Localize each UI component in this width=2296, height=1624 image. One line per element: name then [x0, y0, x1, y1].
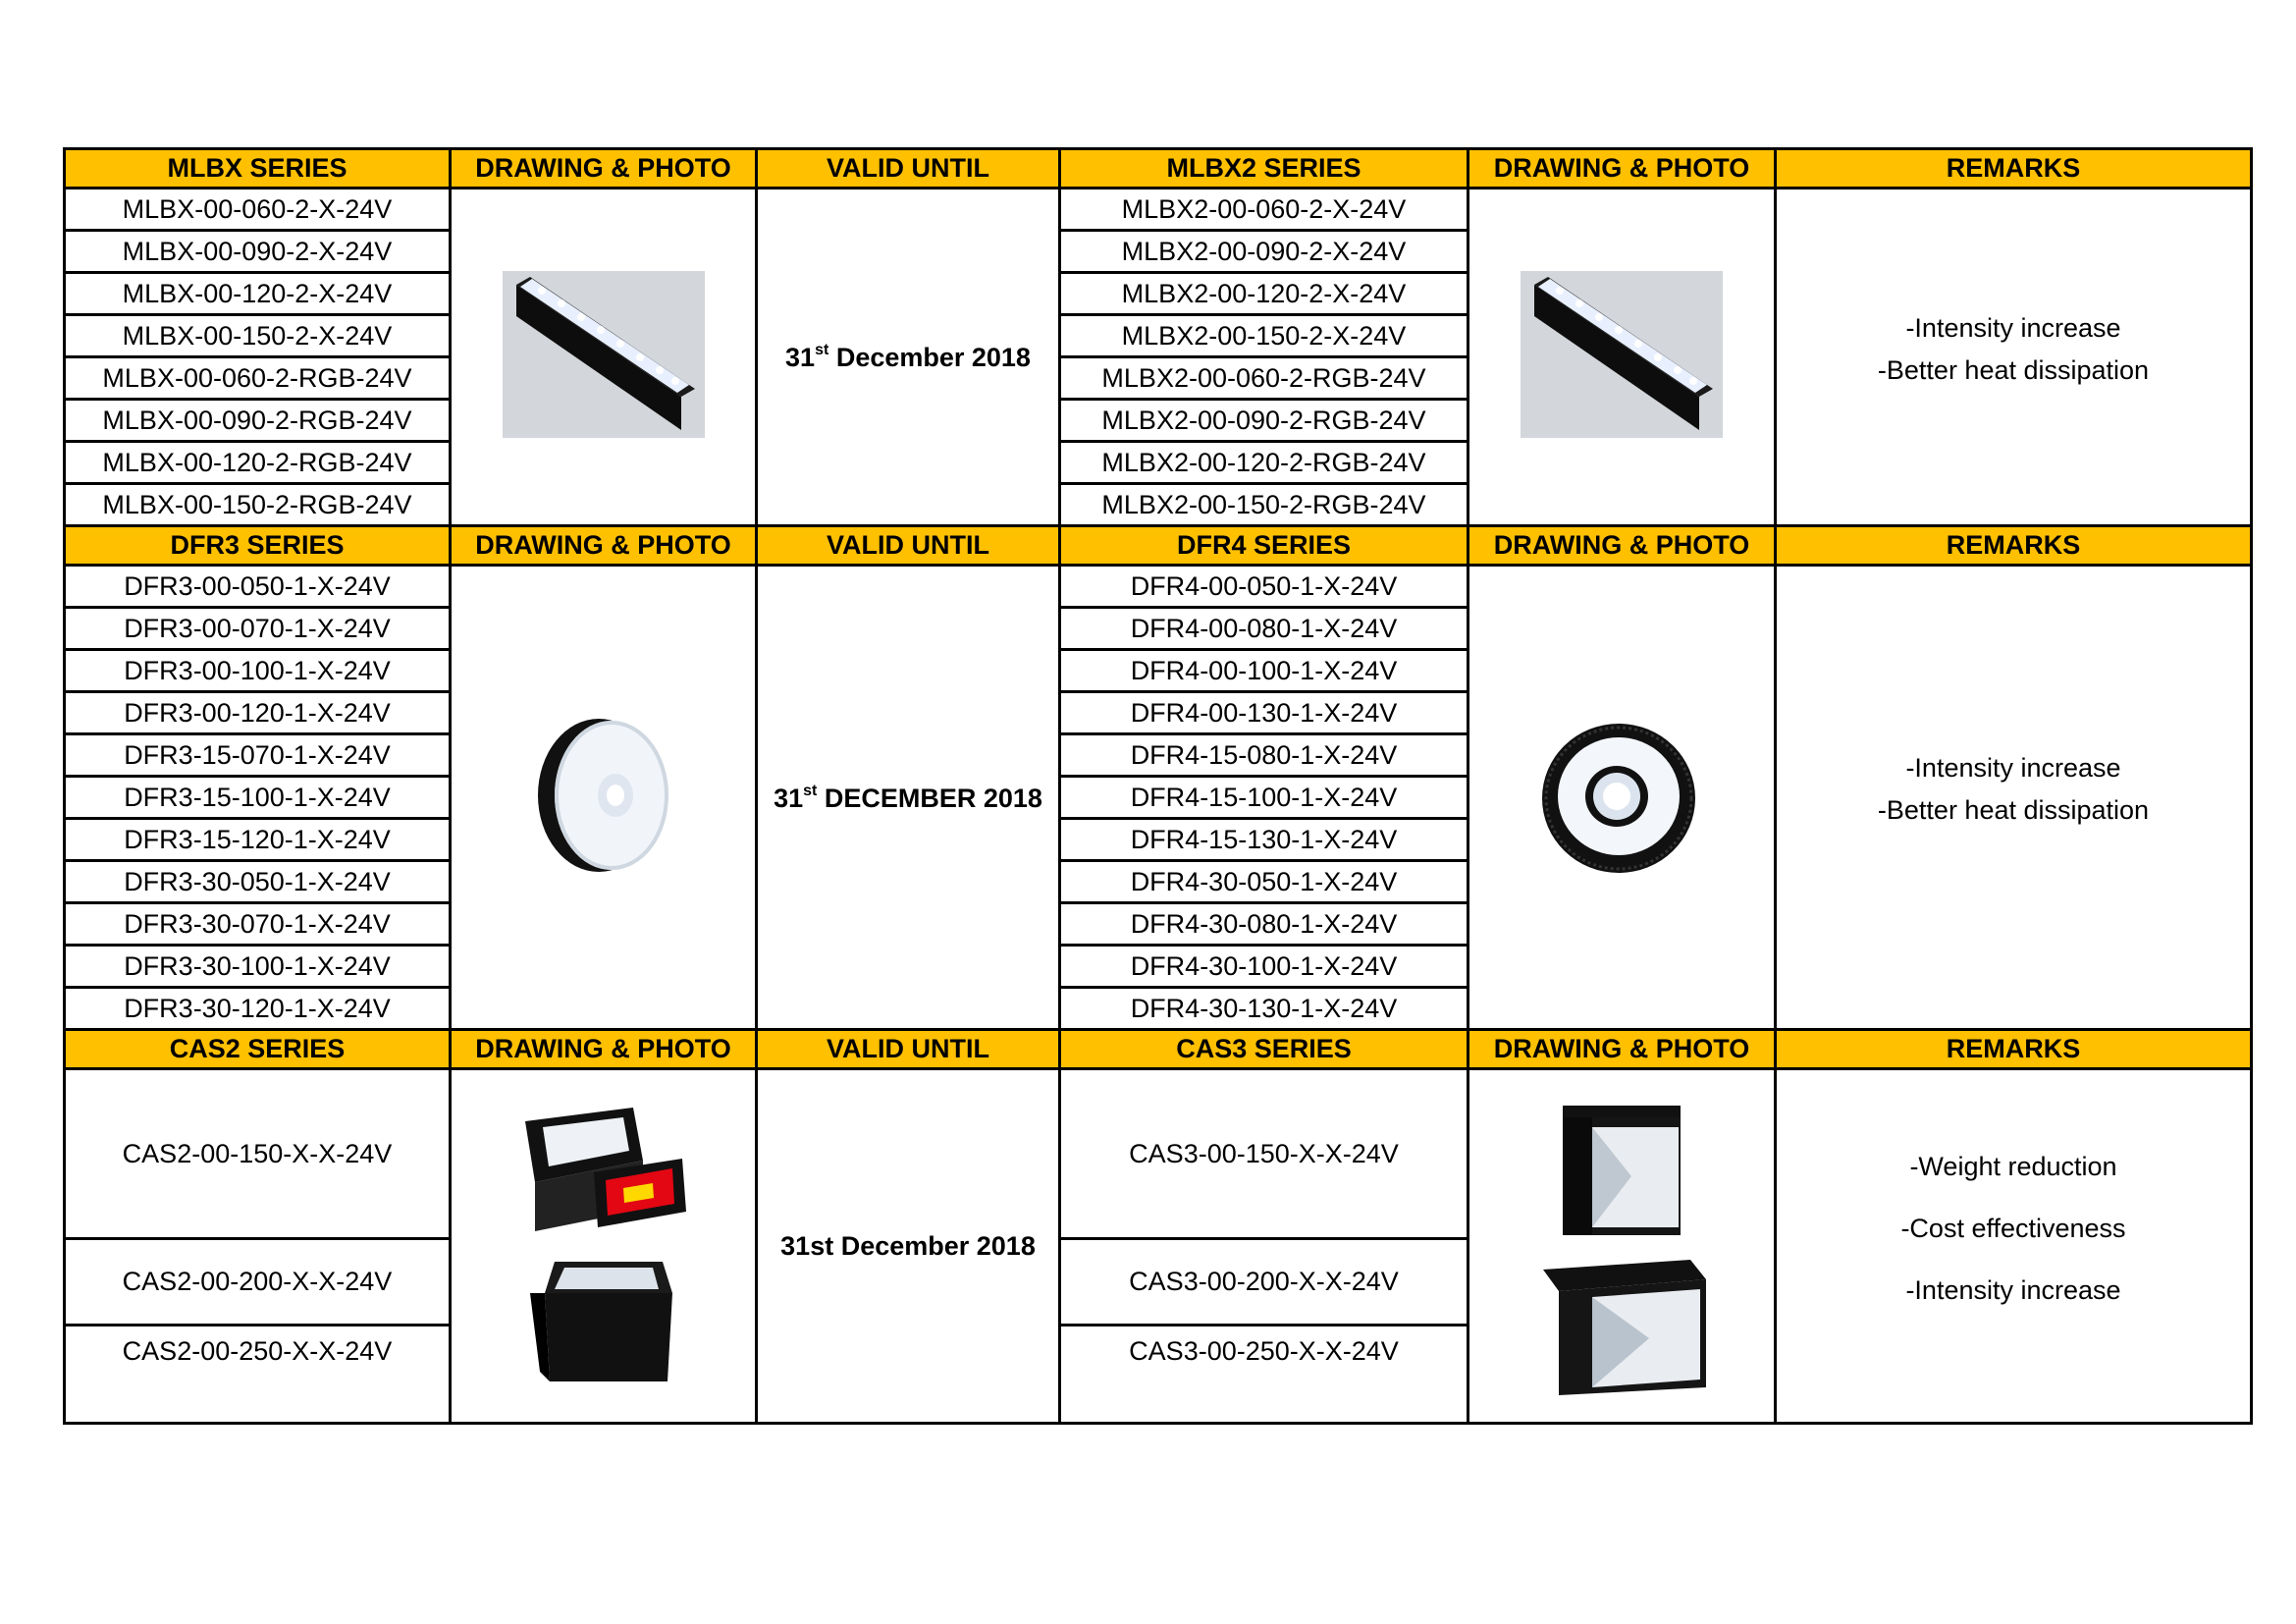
right-product-code: MLBX2-00-090-2-RGB-24V: [1060, 400, 1468, 442]
right-product-code: DFR4-30-050-1-X-24V: [1060, 861, 1468, 903]
drawing-photo-header: DRAWING & PHOTO: [1468, 149, 1776, 189]
table-row: [65, 566, 2252, 608]
right-series-header: DFR4 SERIES: [1060, 526, 1468, 566]
cube-light-photo: [515, 1102, 692, 1249]
drawing-photo-cell: [1468, 566, 1776, 1030]
led-bar-light-photo: [1521, 271, 1723, 438]
remarks-header: REMARKS: [1776, 149, 2252, 189]
valid-day: 31: [774, 783, 804, 813]
left-product-code: DFR3-00-120-1-X-24V: [65, 692, 451, 734]
drawing-photo-cell: [451, 566, 757, 1030]
right-series-header: CAS3 SERIES: [1060, 1030, 1468, 1069]
valid-day-suffix: st: [803, 782, 818, 799]
table-row: [65, 189, 2252, 231]
valid-until-date: [757, 189, 1060, 526]
right-series-header: MLBX2 SERIES: [1060, 149, 1468, 189]
left-product-code: DFR3-30-070-1-X-24V: [65, 903, 451, 946]
left-product-code: MLBX-00-060-2-RGB-24V: [65, 357, 451, 400]
left-product-code: DFR3-15-070-1-X-24V: [65, 734, 451, 777]
remarks-header: REMARKS: [1776, 1030, 2252, 1069]
right-product-code: DFR4-00-100-1-X-24V: [1060, 650, 1468, 692]
valid-until-date: [757, 566, 1060, 1030]
right-product-code: MLBX2-00-150-2-X-24V: [1060, 315, 1468, 357]
left-series-header: DFR3 SERIES: [65, 526, 451, 566]
drawing-photo-cell: [451, 1069, 757, 1424]
right-product-code: MLBX2-00-060-2-RGB-24V: [1060, 357, 1468, 400]
right-product-code: MLBX2-00-120-2-X-24V: [1060, 273, 1468, 315]
right-product-code: DFR4-00-130-1-X-24V: [1060, 692, 1468, 734]
left-product-code: MLBX-00-090-2-X-24V: [65, 231, 451, 273]
product-table: [63, 147, 2253, 1425]
right-product-code: CAS3-00-250-X-X-24V: [1060, 1326, 1468, 1424]
left-product-code: MLBX-00-090-2-RGB-24V: [65, 400, 451, 442]
drawing-photo-header: DRAWING & PHOTO: [1468, 1030, 1776, 1069]
left-product-code: DFR3-30-100-1-X-24V: [65, 946, 451, 988]
left-product-code: DFR3-30-120-1-X-24V: [65, 988, 451, 1030]
right-product-code: CAS3-00-150-X-X-24V: [1060, 1069, 1468, 1239]
cube-light-photo: [1553, 1098, 1690, 1245]
cube-light-photo: [1533, 1250, 1710, 1397]
right-product-code: DFR4-30-080-1-X-24V: [1060, 903, 1468, 946]
right-product-code: DFR4-30-100-1-X-24V: [1060, 946, 1468, 988]
left-product-code: DFR3-00-070-1-X-24V: [65, 608, 451, 650]
right-product-code: DFR4-15-080-1-X-24V: [1060, 734, 1468, 777]
valid-month-year: DECEMBER 2018: [817, 783, 1042, 813]
right-product-code: MLBX2-00-090-2-X-24V: [1060, 231, 1468, 273]
remark-line: -Weight reduction: [1909, 1151, 2117, 1181]
left-product-code: MLBX-00-150-2-X-24V: [65, 315, 451, 357]
cube-light-photo: [525, 1254, 682, 1391]
section-header-row: [65, 526, 2252, 566]
left-product-code: DFR3-15-100-1-X-24V: [65, 777, 451, 819]
section-header-row: [65, 1030, 2252, 1069]
valid-until-header: VALID UNTIL: [757, 149, 1060, 189]
remark-line: -Intensity increase: [1905, 1274, 2121, 1305]
left-product-code: DFR3-15-120-1-X-24V: [65, 819, 451, 861]
valid-until-date: 31st December 2018: [757, 1069, 1060, 1424]
right-product-code: MLBX2-00-060-2-X-24V: [1060, 189, 1468, 231]
remarks-header: REMARKS: [1776, 526, 2252, 566]
left-product-code: CAS2-00-200-X-X-24V: [65, 1239, 451, 1326]
drawing-photo-header: DRAWING & PHOTO: [1468, 526, 1776, 566]
drawing-photo-cell: [451, 189, 757, 526]
remark-line: -Better heat dissipation: [1877, 795, 2150, 825]
left-product-code: MLBX-00-120-2-RGB-24V: [65, 442, 451, 484]
table-row: [65, 1069, 2252, 1239]
left-series-header: CAS2 SERIES: [65, 1030, 451, 1069]
remark-line: -Intensity increase: [1905, 753, 2121, 783]
remark-line: -Intensity increase: [1905, 312, 2121, 343]
right-product-code: DFR4-30-130-1-X-24V: [1060, 988, 1468, 1030]
valid-month-year: December 2018: [828, 343, 1031, 372]
left-product-code: DFR3-30-050-1-X-24V: [65, 861, 451, 903]
drawing-photo-header: DRAWING & PHOTO: [451, 1030, 757, 1069]
drawing-photo-header: DRAWING & PHOTO: [451, 149, 757, 189]
drawing-photo-cell: [1468, 189, 1776, 526]
valid-day: 31: [785, 343, 816, 372]
section-header-row: [65, 149, 2252, 189]
remark-line: -Cost effectiveness: [1900, 1213, 2126, 1243]
valid-day-suffix: st: [815, 342, 829, 358]
drawing-photo-header: DRAWING & PHOTO: [451, 526, 757, 566]
remarks-cell: [1776, 566, 2252, 1030]
left-product-code: MLBX-00-120-2-X-24V: [65, 273, 451, 315]
valid-until-header: VALID UNTIL: [757, 526, 1060, 566]
drawing-photo-cell: [1468, 1069, 1776, 1424]
left-product-code: CAS2-00-250-X-X-24V: [65, 1326, 451, 1424]
right-product-code: CAS3-00-200-X-X-24V: [1060, 1239, 1468, 1326]
ring-light-photo: [525, 712, 682, 879]
valid-until-header: VALID UNTIL: [757, 1030, 1060, 1069]
right-product-code: MLBX2-00-150-2-RGB-24V: [1060, 484, 1468, 526]
led-bar-light-photo: [503, 271, 705, 438]
right-product-code: MLBX2-00-120-2-RGB-24V: [1060, 442, 1468, 484]
left-product-code: MLBX-00-150-2-RGB-24V: [65, 484, 451, 526]
left-product-code: DFR3-00-050-1-X-24V: [65, 566, 451, 608]
right-product-code: DFR4-00-080-1-X-24V: [1060, 608, 1468, 650]
ring-light-photo: [1538, 712, 1705, 879]
left-product-code: CAS2-00-150-X-X-24V: [65, 1069, 451, 1239]
left-product-code: MLBX-00-060-2-X-24V: [65, 189, 451, 231]
left-product-code: DFR3-00-100-1-X-24V: [65, 650, 451, 692]
remark-line: -Better heat dissipation: [1877, 354, 2150, 385]
right-product-code: DFR4-15-100-1-X-24V: [1060, 777, 1468, 819]
right-product-code: DFR4-00-050-1-X-24V: [1060, 566, 1468, 608]
remarks-cell: [1776, 189, 2252, 526]
left-series-header: MLBX SERIES: [65, 149, 451, 189]
right-product-code: DFR4-15-130-1-X-24V: [1060, 819, 1468, 861]
remarks-cell: [1776, 1069, 2252, 1424]
